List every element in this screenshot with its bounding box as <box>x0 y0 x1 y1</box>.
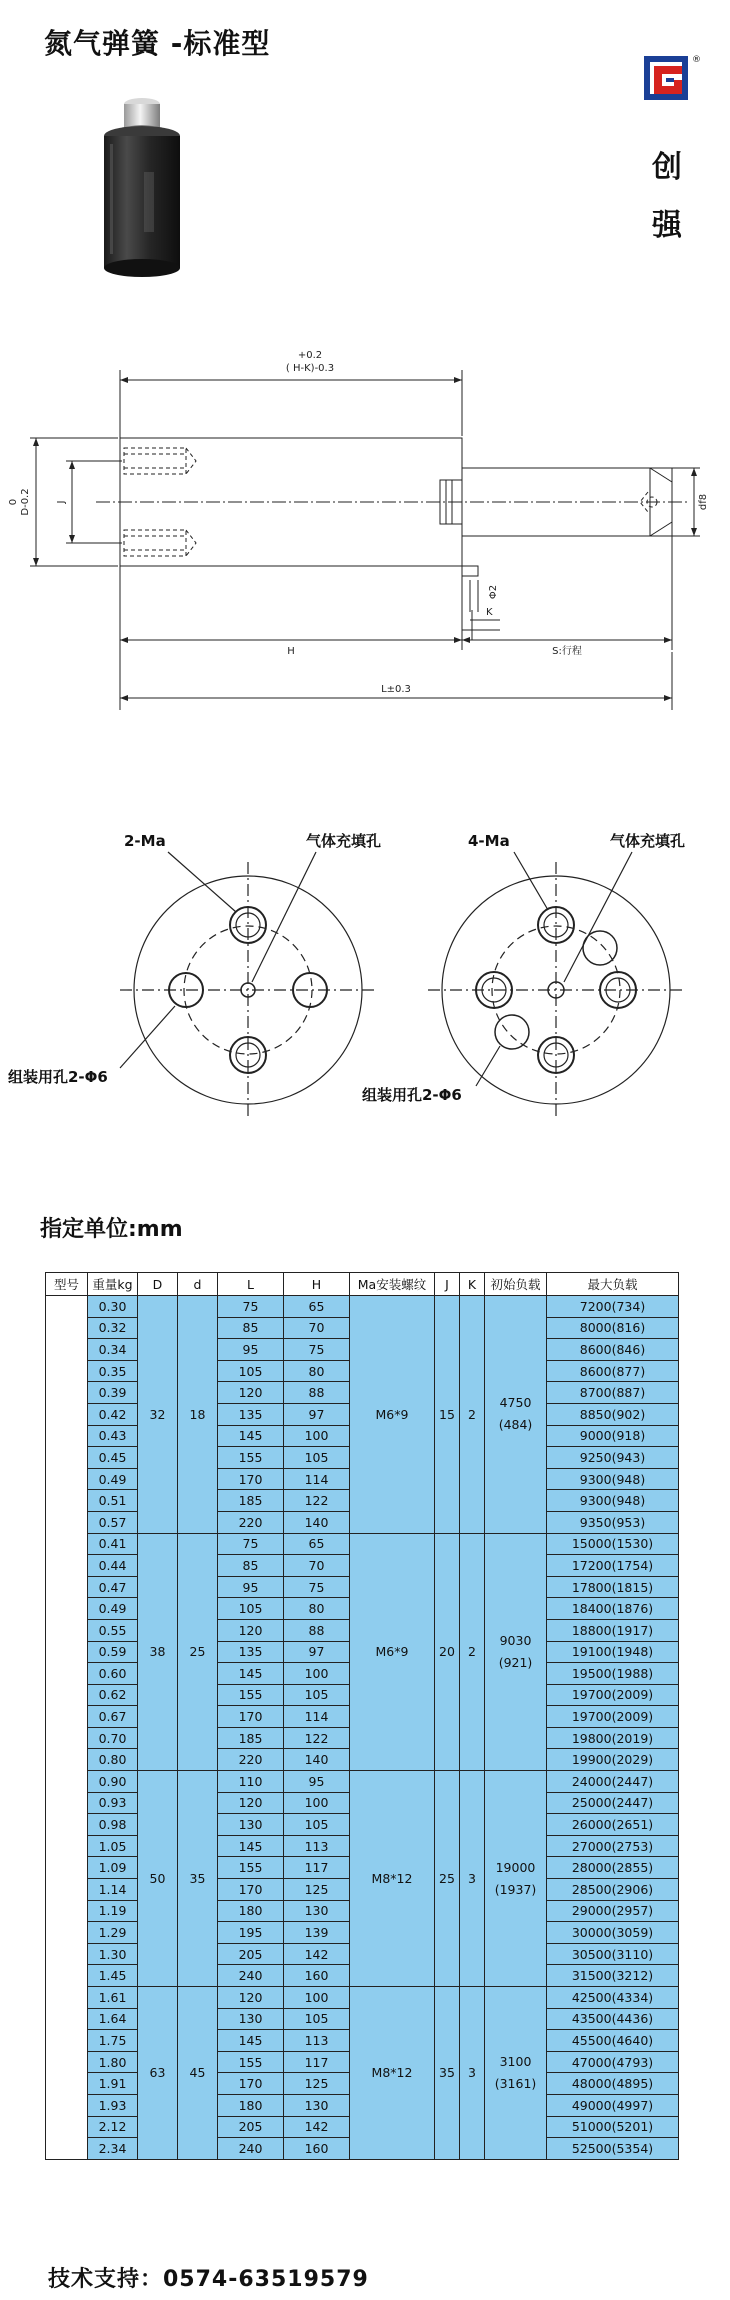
cell-length-h: 105 <box>284 2008 350 2030</box>
cell-length-h: 105 <box>284 1684 350 1706</box>
cell-max-load: 28000(2855) <box>547 1857 679 1879</box>
cell-initial-load <box>485 1771 547 1987</box>
cell-length-h: 130 <box>284 1900 350 1922</box>
cell-weight: 0.93 <box>88 1792 138 1814</box>
cell-length-h: 75 <box>284 1339 350 1361</box>
cell-weight: 1.19 <box>88 1900 138 1922</box>
header-max-load: 最大负载 <box>547 1273 679 1296</box>
cell-weight: 1.80 <box>88 2051 138 2073</box>
table-row <box>46 1296 679 1318</box>
cell-d-rod: 25 <box>178 1533 218 1771</box>
header-length-l: L <box>218 1273 284 1296</box>
cell-k: 2 <box>460 1533 485 1771</box>
cell-weight: 0.49 <box>88 1598 138 1620</box>
cell-length-h: 122 <box>284 1490 350 1512</box>
cell-length-l: 75 <box>218 1533 284 1555</box>
cell-length-h: 114 <box>284 1468 350 1490</box>
cell-length-h: 95 <box>284 1771 350 1793</box>
label-gas-fill-right: 气体充填孔 <box>610 832 686 850</box>
cell-max-load: 17800(1815) <box>547 1576 679 1598</box>
table-body <box>46 1296 679 2160</box>
cell-length-l: 155 <box>218 1447 284 1469</box>
cell-weight: 0.39 <box>88 1382 138 1404</box>
cell-max-load: 9350(953) <box>547 1511 679 1533</box>
cell-max-load: 47000(4793) <box>547 2051 679 2073</box>
cell-weight: 0.80 <box>88 1749 138 1771</box>
cell-length-h: 122 <box>284 1727 350 1749</box>
cell-initial-load <box>485 1987 547 2160</box>
header-initial-load: 初始负载 <box>485 1273 547 1296</box>
cell-length-h: 100 <box>284 1425 350 1447</box>
cell-max-load: 43500(4436) <box>547 2008 679 2030</box>
cell-length-l: 180 <box>218 2094 284 2116</box>
cell-length-h: 125 <box>284 2073 350 2095</box>
cell-length-h: 117 <box>284 2051 350 2073</box>
cell-weight: 0.59 <box>88 1641 138 1663</box>
cell-weight: 0.45 <box>88 1447 138 1469</box>
cell-thread-ma: M6*9 <box>350 1533 435 1771</box>
brand-char-2: 强 <box>652 208 682 243</box>
tapped-hole-bottom <box>124 530 186 556</box>
cell-max-load: 30000(3059) <box>547 1922 679 1944</box>
cell-max-load: 9300(948) <box>547 1468 679 1490</box>
cell-length-l: 145 <box>218 1663 284 1685</box>
cell-length-h: 97 <box>284 1403 350 1425</box>
initial-load-kgf: (3161) <box>494 2075 537 2091</box>
cell-weight: 0.35 <box>88 1360 138 1382</box>
cell-length-l: 135 <box>218 1641 284 1663</box>
cell-length-l: 170 <box>218 1706 284 1728</box>
header-weight: 重量kg <box>88 1273 138 1296</box>
cell-length-h: 100 <box>284 1987 350 2009</box>
cell-length-l: 220 <box>218 1749 284 1771</box>
cell-k: 3 <box>460 1771 485 1987</box>
cell-length-l: 155 <box>218 1684 284 1706</box>
cell-length-l: 130 <box>218 2008 284 2030</box>
initial-load-kgf: (484) <box>498 1417 533 1433</box>
dim-k: K <box>486 607 493 618</box>
cell-k: 2 <box>460 1296 485 1534</box>
cell-max-load: 19800(2019) <box>547 1727 679 1749</box>
cell-weight: 1.91 <box>88 2073 138 2095</box>
technical-drawing <box>0 330 730 750</box>
dim-tol-plus: +0.2 <box>297 350 323 361</box>
cell-length-l: 145 <box>218 2030 284 2052</box>
cell-length-l: 185 <box>218 1490 284 1512</box>
header-length-h: H <box>284 1273 350 1296</box>
cell-length-l: 170 <box>218 1468 284 1490</box>
cell-weight: 2.12 <box>88 2116 138 2138</box>
cell-length-l: 170 <box>218 1879 284 1901</box>
product-photo <box>88 92 196 282</box>
cell-max-load: 19700(2009) <box>547 1706 679 1728</box>
cell-length-l: 130 <box>218 1814 284 1836</box>
cell-length-h: 105 <box>284 1814 350 1836</box>
cell-d-outer: 50 <box>138 1771 178 1987</box>
end-view-2ma <box>120 852 376 1120</box>
cell-length-l: 240 <box>218 2138 284 2160</box>
cell-length-l: 110 <box>218 1771 284 1793</box>
cell-length-h: 139 <box>284 1922 350 1944</box>
cell-length-l: 205 <box>218 1943 284 1965</box>
cell-length-h: 70 <box>284 1555 350 1577</box>
dim-d: D-0.2 <box>20 488 31 516</box>
brand-char-1: 创 <box>652 150 682 185</box>
cell-max-load: 45500(4640) <box>547 2030 679 2052</box>
table-row <box>46 1987 679 2009</box>
cell-j: 25 <box>435 1771 460 1987</box>
cell-length-l: 120 <box>218 1382 284 1404</box>
cell-d-rod: 45 <box>178 1987 218 2160</box>
initial-load-value: 3100 <box>499 2053 532 2069</box>
cell-length-h: 75 <box>284 1576 350 1598</box>
cell-weight: 0.30 <box>88 1296 138 1318</box>
cell-weight: 1.14 <box>88 1879 138 1901</box>
cell-weight: 0.41 <box>88 1533 138 1555</box>
cell-length-l: 195 <box>218 1922 284 1944</box>
tech-support: 技术支持：0574-63519579 <box>48 2267 369 2292</box>
label-2-ma: 2-Ma <box>124 832 166 850</box>
cell-max-load: 48000(4895) <box>547 2073 679 2095</box>
initial-load-kgf: (921) <box>498 1654 533 1670</box>
cell-max-load: 9250(943) <box>547 1447 679 1469</box>
page-title: 氮气弹簧 -标准型 <box>44 27 271 60</box>
cell-length-l: 135 <box>218 1403 284 1425</box>
cell-initial-load <box>485 1296 547 1534</box>
cell-max-load: 19700(2009) <box>547 1684 679 1706</box>
table-header-row <box>46 1273 679 1296</box>
initial-load-kgf: (1937) <box>494 1881 537 1897</box>
cell-length-h: 88 <box>284 1619 350 1641</box>
cell-weight: 1.09 <box>88 1857 138 1879</box>
cell-weight: 0.43 <box>88 1425 138 1447</box>
cell-weight: 1.93 <box>88 2094 138 2116</box>
cell-weight: 0.67 <box>88 1706 138 1728</box>
label-4-ma: 4-Ma <box>468 832 510 850</box>
tapped-hole-top <box>124 448 186 474</box>
dim-df8: df8 <box>698 493 709 511</box>
cell-max-load: 18800(1917) <box>547 1619 679 1641</box>
cell-length-l: 105 <box>218 1598 284 1620</box>
cell-d-rod: 18 <box>178 1296 218 1534</box>
cell-length-h: 140 <box>284 1511 350 1533</box>
registered-mark: ® <box>692 55 701 65</box>
cell-max-load: 30500(3110) <box>547 1943 679 1965</box>
cell-length-l: 220 <box>218 1511 284 1533</box>
cell-weight: 0.32 <box>88 1317 138 1339</box>
cell-length-h: 117 <box>284 1857 350 1879</box>
cell-max-load: 8700(887) <box>547 1382 679 1404</box>
cell-length-l: 145 <box>218 1425 284 1447</box>
cell-length-l: 105 <box>218 1360 284 1382</box>
cell-max-load: 52500(5354) <box>547 2138 679 2160</box>
model-cell <box>46 1296 88 2160</box>
spec-table <box>45 1272 679 2160</box>
cell-thread-ma: M8*12 <box>350 1987 435 2160</box>
cell-length-h: 125 <box>284 1879 350 1901</box>
cell-length-l: 145 <box>218 1835 284 1857</box>
cell-max-load: 17200(1754) <box>547 1555 679 1577</box>
cell-max-load: 25000(2447) <box>547 1792 679 1814</box>
cell-initial-load <box>485 1533 547 1771</box>
unit-label: 指定单位:mm <box>40 1217 183 1242</box>
cell-max-load: 15000(1530) <box>547 1533 679 1555</box>
cell-length-h: 142 <box>284 2116 350 2138</box>
cell-weight: 0.51 <box>88 1490 138 1512</box>
cell-weight: 0.98 <box>88 1814 138 1836</box>
cell-max-load: 19900(2029) <box>547 1749 679 1771</box>
cell-length-l: 170 <box>218 2073 284 2095</box>
table-row <box>46 1533 679 1555</box>
cell-length-h: 160 <box>284 1965 350 1987</box>
cell-length-l: 180 <box>218 1900 284 1922</box>
cell-length-h: 130 <box>284 2094 350 2116</box>
cell-weight: 1.75 <box>88 2030 138 2052</box>
end-views <box>0 800 730 1160</box>
cell-length-h: 105 <box>284 1447 350 1469</box>
cell-length-h: 142 <box>284 1943 350 1965</box>
cell-weight: 1.61 <box>88 1987 138 2009</box>
end-view-4ma <box>428 852 684 1120</box>
cell-thread-ma: M6*9 <box>350 1296 435 1534</box>
label-gas-fill-left: 气体充填孔 <box>306 832 382 850</box>
dim-phi2: Φ2 <box>488 584 499 600</box>
cell-weight: 2.34 <box>88 2138 138 2160</box>
cell-length-l: 85 <box>218 1555 284 1577</box>
cell-weight: 0.60 <box>88 1663 138 1685</box>
cell-weight: 0.44 <box>88 1555 138 1577</box>
cell-weight: 0.62 <box>88 1684 138 1706</box>
cell-weight: 0.70 <box>88 1727 138 1749</box>
cell-length-h: 80 <box>284 1598 350 1620</box>
cell-k: 3 <box>460 1987 485 2160</box>
cell-length-h: 140 <box>284 1749 350 1771</box>
dim-stroke: S:行程 <box>552 646 582 657</box>
cell-weight: 0.90 <box>88 1771 138 1793</box>
cell-max-load: 29000(2957) <box>547 1900 679 1922</box>
cell-d-outer: 63 <box>138 1987 178 2160</box>
header-model: 型号 <box>46 1273 88 1296</box>
cell-weight: 0.47 <box>88 1576 138 1598</box>
cell-length-l: 155 <box>218 1857 284 1879</box>
initial-load-value: 19000 <box>495 1859 536 1875</box>
cell-length-h: 80 <box>284 1360 350 1382</box>
cell-max-load: 8600(846) <box>547 1339 679 1361</box>
cell-d-outer: 32 <box>138 1296 178 1534</box>
cell-length-h: 113 <box>284 2030 350 2052</box>
cell-max-load: 31500(3212) <box>547 1965 679 1987</box>
header-thread-ma: Ma安装螺纹 <box>350 1273 435 1296</box>
cell-max-load: 19100(1948) <box>547 1641 679 1663</box>
cell-weight: 0.42 <box>88 1403 138 1425</box>
cell-length-l: 120 <box>218 1619 284 1641</box>
cell-weight: 1.05 <box>88 1835 138 1857</box>
cell-j: 35 <box>435 1987 460 2160</box>
cell-max-load: 8000(816) <box>547 1317 679 1339</box>
cell-length-h: 100 <box>284 1792 350 1814</box>
label-mount-right: 组装用孔2-Φ6 <box>362 1086 462 1104</box>
cell-max-load: 19500(1988) <box>547 1663 679 1685</box>
cell-max-load: 27000(2753) <box>547 1835 679 1857</box>
dim-h-minus-k: ( H-K)-0.3 <box>285 363 335 374</box>
cell-length-l: 75 <box>218 1296 284 1318</box>
header-j: J <box>435 1273 460 1296</box>
cell-weight: 0.55 <box>88 1619 138 1641</box>
cell-d-rod: 35 <box>178 1771 218 1987</box>
brand-logo <box>640 52 700 112</box>
cell-length-h: 114 <box>284 1706 350 1728</box>
cell-length-h: 97 <box>284 1641 350 1663</box>
cell-length-l: 95 <box>218 1339 284 1361</box>
cell-j: 15 <box>435 1296 460 1534</box>
initial-load-value: 9030 <box>499 1632 532 1648</box>
cell-length-h: 70 <box>284 1317 350 1339</box>
dim-l: L±0.3 <box>381 684 411 695</box>
cell-weight: 1.45 <box>88 1965 138 1987</box>
cell-length-h: 113 <box>284 1835 350 1857</box>
cell-length-h: 160 <box>284 2138 350 2160</box>
cell-length-l: 95 <box>218 1576 284 1598</box>
cell-length-l: 120 <box>218 1792 284 1814</box>
initial-load-value: 4750 <box>499 1395 532 1411</box>
cell-length-l: 120 <box>218 1987 284 2009</box>
cell-length-l: 240 <box>218 1965 284 1987</box>
cell-max-load: 8850(902) <box>547 1403 679 1425</box>
cell-max-load: 49000(4997) <box>547 2094 679 2116</box>
label-mount-left: 组装用孔2-Φ6 <box>8 1068 108 1086</box>
cell-length-h: 65 <box>284 1533 350 1555</box>
cell-length-h: 65 <box>284 1296 350 1318</box>
cell-d-outer: 38 <box>138 1533 178 1771</box>
cell-length-h: 88 <box>284 1382 350 1404</box>
cell-length-l: 205 <box>218 2116 284 2138</box>
cell-max-load: 24000(2447) <box>547 1771 679 1793</box>
dim-h: H <box>287 646 295 657</box>
cell-weight: 0.57 <box>88 1511 138 1533</box>
cell-j: 20 <box>435 1533 460 1771</box>
cell-max-load: 18400(1876) <box>547 1598 679 1620</box>
cell-weight: 0.49 <box>88 1468 138 1490</box>
cell-length-l: 185 <box>218 1727 284 1749</box>
cell-max-load: 51000(5201) <box>547 2116 679 2138</box>
cell-length-h: 100 <box>284 1663 350 1685</box>
cell-thread-ma: M8*12 <box>350 1771 435 1987</box>
cell-max-load: 7200(734) <box>547 1296 679 1318</box>
cell-length-l: 85 <box>218 1317 284 1339</box>
header-k: K <box>460 1273 485 1296</box>
cell-max-load: 9000(918) <box>547 1425 679 1447</box>
cell-length-l: 155 <box>218 2051 284 2073</box>
cell-max-load: 42500(4334) <box>547 1987 679 2009</box>
cell-weight: 1.29 <box>88 1922 138 1944</box>
cell-weight: 1.30 <box>88 1943 138 1965</box>
dim-d-zero: 0 <box>8 498 19 506</box>
cell-max-load: 8600(877) <box>547 1360 679 1382</box>
table-row <box>46 1771 679 1793</box>
header-d-rod: d <box>178 1273 218 1296</box>
cell-max-load: 26000(2651) <box>547 1814 679 1836</box>
header-d-outer: D <box>138 1273 178 1296</box>
cell-max-load: 9300(948) <box>547 1490 679 1512</box>
cell-weight: 0.34 <box>88 1339 138 1361</box>
cell-weight: 1.64 <box>88 2008 138 2030</box>
dim-j: J <box>56 500 67 504</box>
cell-max-load: 28500(2906) <box>547 1879 679 1901</box>
